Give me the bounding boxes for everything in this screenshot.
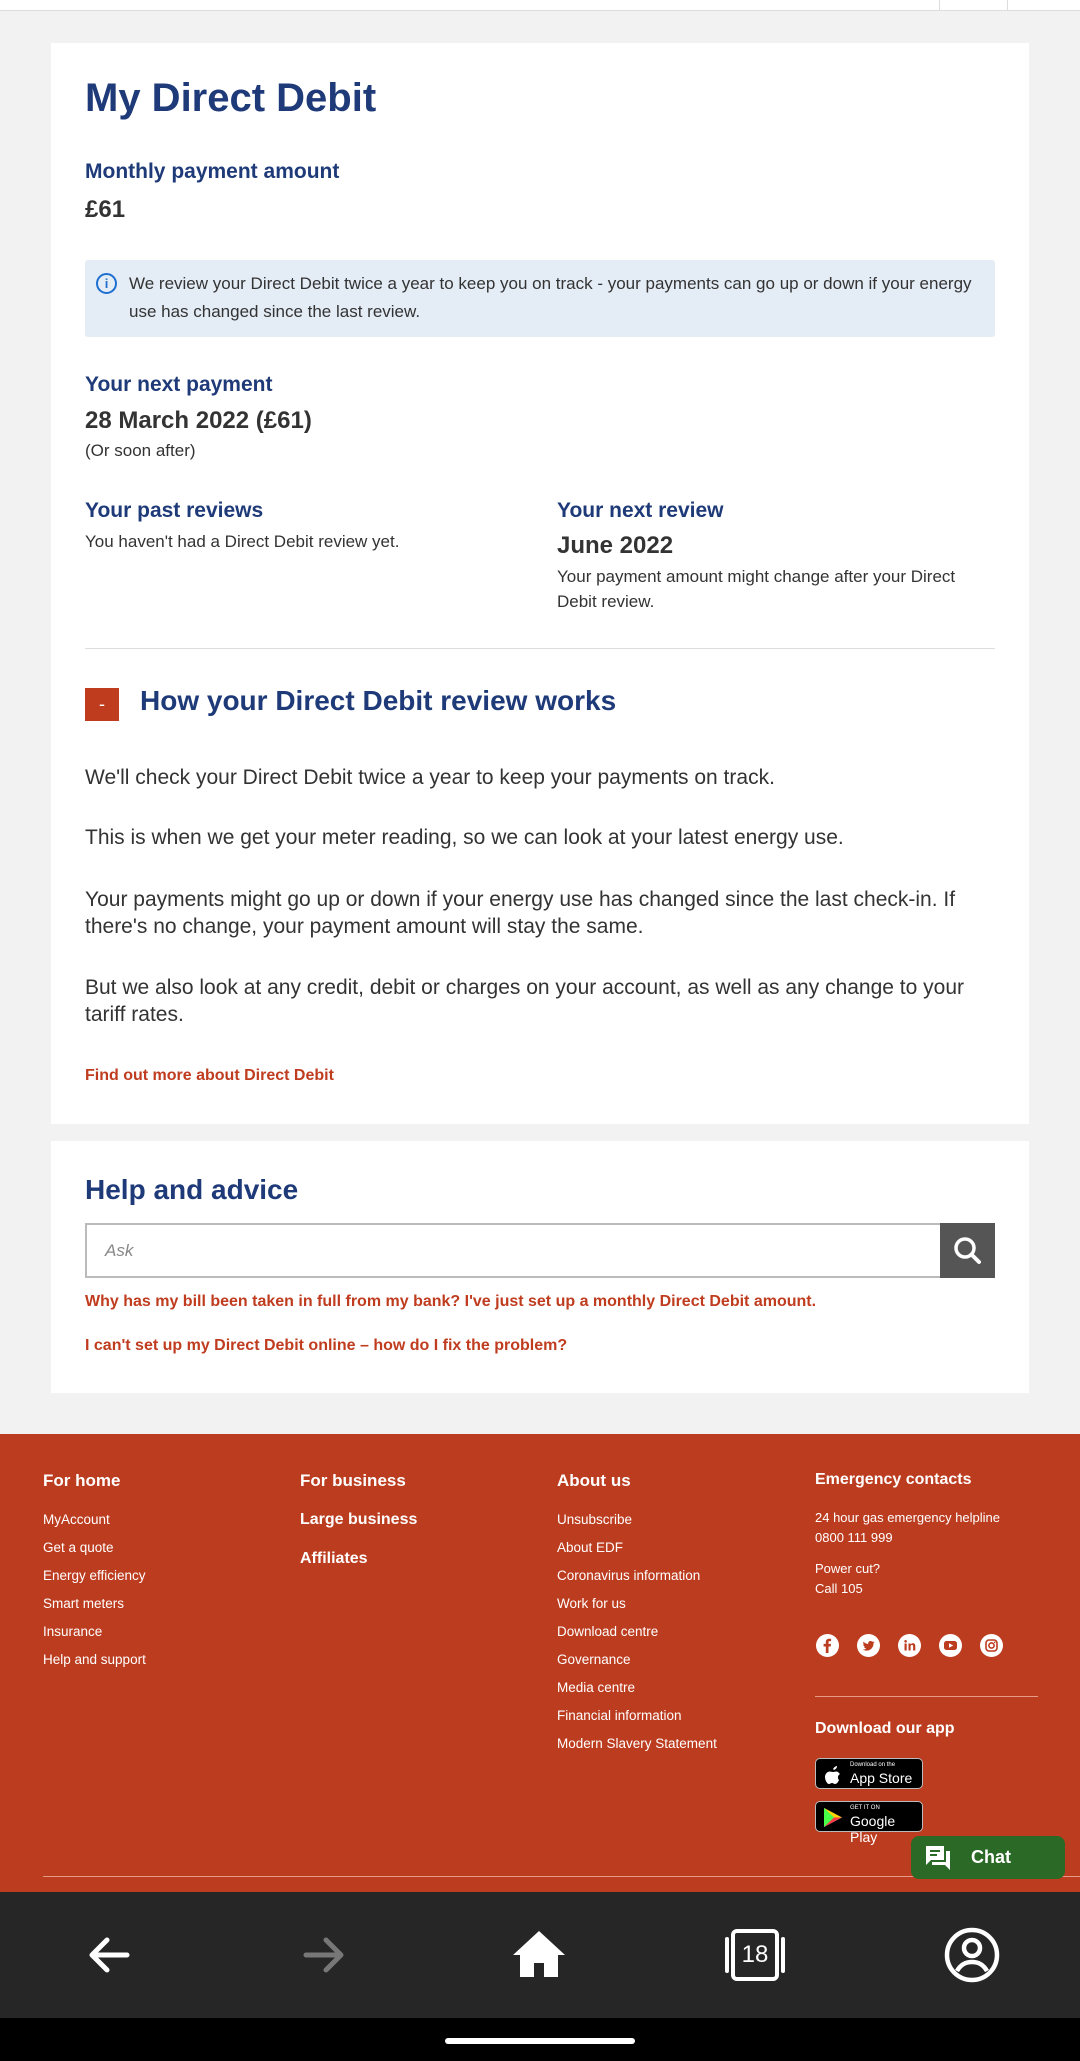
linkedin-icon[interactable]: [898, 1634, 921, 1657]
help-link[interactable]: I can't set up my Direct Debit online – how do I fix the problem?: [85, 1337, 568, 1354]
top-divider: [939, 0, 940, 11]
apple-icon: [816, 1759, 850, 1790]
help-card: [51, 1141, 1029, 1393]
find-out-more-link[interactable]: Find out more about Direct Debit: [85, 1067, 334, 1084]
chat-button[interactable]: [911, 1836, 1065, 1879]
next-payment-note: (Or soon after): [85, 441, 196, 460]
footer-link[interactable]: Governance: [557, 1652, 631, 1667]
footer-business-heading: For business: [300, 1471, 406, 1490]
back-arrow-icon[interactable]: [79, 1925, 139, 1985]
site-footer: [0, 1434, 1080, 1892]
footer-link[interactable]: Media centre: [557, 1680, 636, 1695]
footer-link[interactable]: Large business: [300, 1511, 418, 1528]
collapse-toggle-button[interactable]: -: [85, 688, 119, 721]
home-icon[interactable]: [509, 1925, 569, 1985]
review-info-box: [85, 260, 995, 337]
next-payment-label: Your next payment: [85, 373, 273, 396]
tabs-button[interactable]: [724, 1925, 786, 1985]
footer-link[interactable]: Financial information: [557, 1708, 682, 1723]
top-divider: [1007, 0, 1008, 11]
search-button[interactable]: [940, 1223, 995, 1278]
instagram-icon[interactable]: [980, 1634, 1003, 1657]
page-title: My Direct Debit: [85, 76, 377, 120]
power-cut-number[interactable]: Call 105: [815, 1581, 863, 1596]
emergency-gas: [815, 1508, 1000, 1548]
emergency-power: [815, 1559, 880, 1599]
gesture-bar: [0, 2018, 1080, 2061]
how-it-works-paragraph: We'll check your Direct Debit twice a year to keep your payments on track.: [85, 766, 775, 789]
help-link[interactable]: Why has my bill been taken in full from my bank? I've just set up a monthly Direct Debit amount.: [85, 1293, 817, 1310]
footer-divider: [815, 1696, 1038, 1697]
past-reviews-label: Your past reviews: [85, 499, 264, 522]
play-store-small-text: GET IT ON: [850, 1805, 880, 1811]
footer-link[interactable]: Work for us: [557, 1596, 626, 1611]
google-play-icon: [816, 1802, 850, 1833]
help-search: [85, 1223, 995, 1278]
footer-link[interactable]: MyAccount: [43, 1512, 110, 1527]
search-icon: [940, 1223, 995, 1278]
facebook-icon[interactable]: [816, 1634, 839, 1657]
footer-link[interactable]: Unsubscribe: [557, 1512, 633, 1527]
power-cut-label: Power cut?: [815, 1561, 881, 1576]
footer-about-links: [557, 1506, 717, 1758]
footer-link[interactable]: About EDF: [557, 1540, 624, 1555]
chat-icon: [921, 1840, 955, 1874]
gas-helpline-label: 24 hour gas emergency helpline: [815, 1510, 1001, 1525]
app-store-badge[interactable]: [815, 1758, 923, 1789]
footer-link[interactable]: Get a quote: [43, 1540, 114, 1555]
profile-icon[interactable]: [942, 1925, 1002, 1985]
footer-link[interactable]: Download centre: [557, 1624, 659, 1639]
footer-link[interactable]: Energy efficiency: [43, 1568, 146, 1583]
footer-link[interactable]: Help and support: [43, 1652, 146, 1667]
next-payment-value: 28 March 2022 (£61): [85, 407, 312, 434]
search-input[interactable]: Ask: [105, 1241, 134, 1260]
footer-home-links: [43, 1506, 146, 1674]
footer-emergency-heading: Emergency contacts: [815, 1471, 972, 1488]
play-store-big-text: Google Play: [850, 1813, 896, 1845]
how-it-works-paragraph: This is when we get your meter reading, so we can look at your latest energy use.: [85, 826, 844, 849]
gas-helpline-number[interactable]: 0800 111 999: [815, 1530, 893, 1545]
footer-link[interactable]: Smart meters: [43, 1596, 125, 1611]
section-divider: [85, 648, 995, 649]
footer-home-heading: For home: [43, 1471, 121, 1490]
twitter-icon[interactable]: [857, 1634, 880, 1657]
how-it-works-paragraph: But we also look at any credit, debit or charges on your account, as well as any change to your tariff rates.: [85, 976, 964, 1026]
footer-business-links: [300, 1500, 417, 1578]
google-play-badge[interactable]: [815, 1801, 923, 1845]
monthly-payment-label: Monthly payment amount: [85, 160, 340, 183]
app-store-small-text: Download on the: [850, 1762, 896, 1768]
next-review-label: Your next review: [557, 499, 724, 522]
monthly-payment-value: £61: [85, 196, 126, 223]
home-gesture-handle[interactable]: [445, 2038, 635, 2044]
direct-debit-card: [51, 43, 1029, 1124]
how-it-works-paragraph: Your payments might go up or down if your energy use has changed since the last check-in. If there's no change, your payment amount will stay the same.: [85, 888, 956, 938]
footer-link[interactable]: Modern Slavery Statement: [557, 1736, 717, 1751]
browser-nav-bar: [0, 1892, 1080, 2018]
chat-label: Chat: [971, 1847, 1011, 1867]
help-heading: Help and advice: [85, 1174, 299, 1205]
next-review-value: June 2022: [557, 532, 674, 559]
download-app-heading: Download our app: [815, 1720, 955, 1737]
footer-link[interactable]: Insurance: [43, 1624, 103, 1639]
next-review-note: Your payment amount might change after your Direct Debit review.: [557, 567, 956, 611]
footer-link[interactable]: Coronavirus information: [557, 1568, 701, 1583]
footer-about-heading: About us: [557, 1471, 631, 1490]
app-store-big-text: App Store: [850, 1770, 913, 1786]
info-icon: i: [96, 273, 117, 294]
past-reviews-text: You haven't had a Direct Debit review yet.: [85, 532, 400, 551]
youtube-icon[interactable]: [939, 1634, 962, 1657]
footer-link[interactable]: Affiliates: [300, 1550, 368, 1567]
forward-arrow-icon[interactable]: [294, 1925, 354, 1985]
top-strip: [0, 0, 1080, 11]
tab-count: 18: [741, 1941, 769, 1968]
how-it-works-heading[interactable]: How your Direct Debit review works: [140, 685, 617, 716]
review-info-text: We review your Direct Debit twice a year to keep you on track - your payments can go up or down if your energy use has changed since the last review.: [129, 274, 972, 321]
